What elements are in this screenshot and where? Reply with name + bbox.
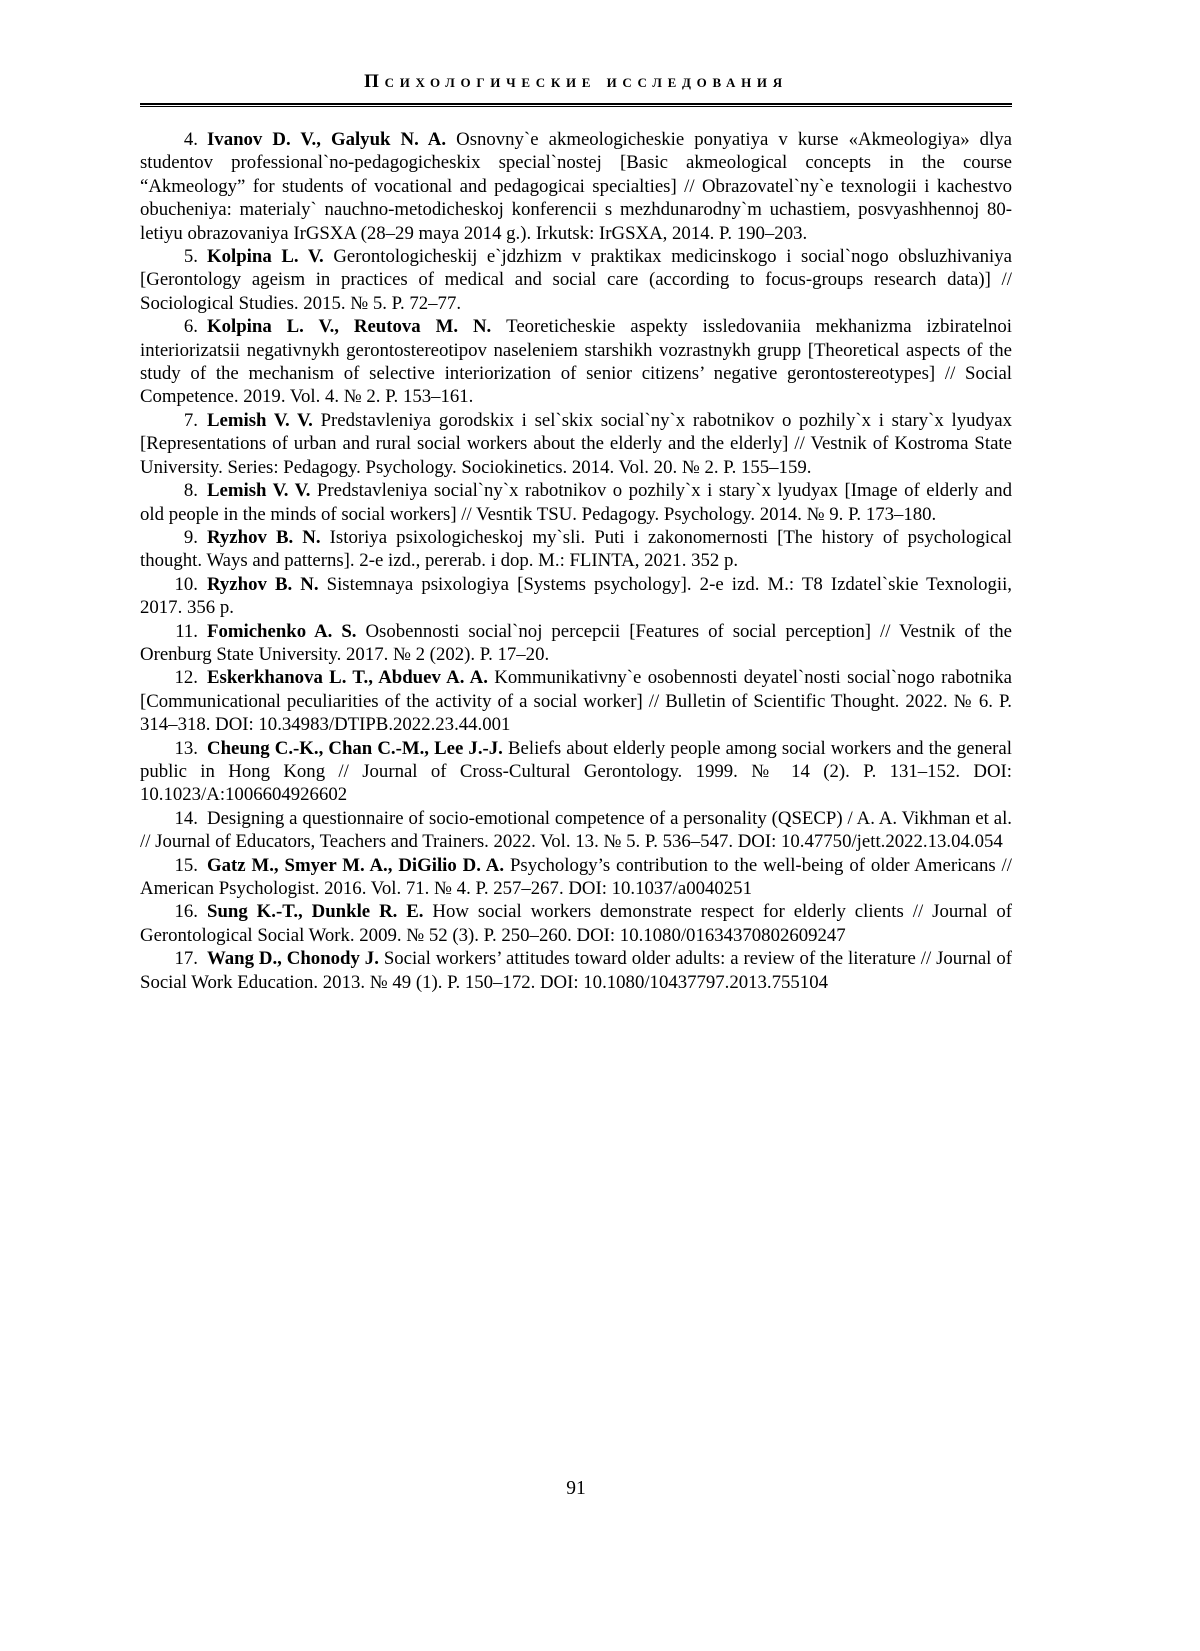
reference-text: Kommunikativny`e osobennosti deyatel`nosti social`nogo rabotnika [Communicational peculiarities of the activity of a social worker] // Bulletin of Scientific Thought. 2022. № 6. P. 314–318. DOI: 10.34983/DTIPB.2022.23.44.001 (140, 667, 1012, 736)
reference-text: How social workers demonstrate respect for elderly clients // Journal of Gerontological Social Work. 2009. № 52 (3). P. 250–260. DOI: 10.1080/01634370802609247 (140, 901, 1012, 946)
reference-authors: Kolpina L. V., Reutova M. N. (207, 316, 507, 338)
reference-item (140, 245, 1012, 315)
reference-number: 6. (183, 316, 198, 338)
reference-item (140, 737, 1012, 807)
reference-text: Psychology’s contribution to the well-being of older Americans // American Psychologist. 2016. Vol. 71. № 4. P. 257–267. DOI: 10.1037/a0040251 (140, 854, 1012, 899)
references-list (140, 107, 1012, 994)
reference-authors: Kolpina L. V. (207, 246, 334, 268)
reference-authors: Ryzhov B. N. (207, 573, 327, 595)
reference-item (140, 573, 1012, 620)
reference-text: Predstavleniya gorodskix i sel`skix social`ny`x rabotnikov o pozhily`x i stary`x lyudyax [Representations of urban and rural social workers about the elderly and the elderly] // Vestnik of Kostroma State University. Series: Pedagogy. Psychology. Sociokinetics. 2014. Vol. 20. № 2. P. 155–159. (140, 409, 1012, 478)
reference-number: 7. (183, 409, 198, 431)
reference-item (140, 807, 1012, 854)
reference-item (140, 526, 1012, 573)
reference-item (140, 620, 1012, 667)
reference-item (140, 900, 1012, 947)
reference-number: 16. (174, 901, 198, 923)
page-number: 91 (566, 1478, 586, 1499)
reference-number: 10. (174, 573, 198, 595)
reference-authors: Ivanov D. V., Galyuk N. A. (207, 129, 457, 150)
page-content (140, 0, 1012, 994)
reference-item (140, 947, 1012, 994)
reference-authors: Lemish V. V. (207, 480, 317, 502)
reference-item (140, 666, 1012, 736)
reference-text: Istoriya psixologicheskoj my`sli. Puti i zakonomernosti [The history of psychological thought. Ways and patterns]. 2-e izd., pererab. i dop. M.: FLINTA, 2021. 352 p. (140, 526, 1012, 572)
reference-number: 9. (183, 526, 198, 548)
reference-text: Predstavleniya social`ny`x rabotnikov o pozhily`x i stary`x lyudyax [Image of elderly and old people in the minds of social workers] // Vesntik TSU. Pedagogy. Psychology. 2014. № 9. P. 173–180. (140, 480, 1012, 525)
reference-text: Osnovny`e akmeologicheskie ponyatiya v kurse «Akmeologiya» dlya studentov professional`no-pedagogicheskix special`nostej [Basic akmeological concepts in the course “Akmeology” for students of vocational and pedagogicai specialties] // Obrazovatel`ny`e texnologii i kachestvo obucheniya: materialy` nauchno-metodicheskoj konferencii s mezhdunarodny`m uchastiem, posvyashhennoj 80-letiyu obrazovaniya IrGSXA (28–29 maya 2014 g.). Irkutsk: IrGSXA, 2014. P. 190–203. (140, 129, 1012, 244)
reference-text: Osobennosti social`noj percepcii [Features of social perception] // Vestnik of the Orenburg State University. 2017. № 2 (202). P. 17–20. (140, 620, 1012, 665)
reference-text: Gerontologicheskij e`jdzhizm v praktikax medicinskogo i social`nogo obsluzhivaniya [Gerontology ageism in practices of medical and social care (according to focus-groups research data)] // Sociological Studies. 2015. № 5. P. 72–77. (140, 246, 1012, 314)
page-header (140, 0, 1012, 107)
reference-number: 14. (174, 807, 198, 829)
reference-number: 4. (183, 129, 198, 150)
reference-text: Designing a questionnaire of socio-emotional competence of a personality (QSECP) / A. A. Vikhman et al. // Journal of Educators, Teachers and Trainers. 2022. Vol. 13. № 5. P. 536–547. DOI: 10.47750/jett.2022.13.04.054 (140, 807, 1012, 853)
reference-number: 13. (174, 737, 198, 759)
reference-number: 11. (175, 620, 198, 642)
reference-item (140, 315, 1012, 409)
reference-number: 5. (183, 246, 198, 268)
reference-text: Teoreticheskie aspekty issledovaniia mekhanizma izbiratelnoi interiorizatsii negativnykh gerontostereotipov naseleniem starshikh vozrastnykh grupp [Theoretical aspects of the study of the mechanism of selective interiorization of senior citizens’ negative gerontostereotypes] // Social Competence. 2019. Vol. 4. № 2. P. 153–161. (140, 316, 1012, 408)
reference-text: Social workers’ attitudes toward older adults: a review of the literature // Journal of Social Work Education. 2013. № 49 (1). P. 150–172. DOI: 10.1080/10437797.2013.755104 (140, 948, 1012, 993)
reference-authors: Eskerkhanova L. T., Abduev A. A. (207, 667, 495, 689)
journal-section-title: Психологические исследования (364, 71, 788, 92)
reference-authors: Gatz M., Smyer M. A., DiGilio D. A. (207, 854, 510, 876)
reference-number: 15. (174, 854, 198, 876)
reference-number: 12. (174, 667, 198, 689)
reference-item (140, 479, 1012, 526)
reference-number: 17. (174, 948, 198, 970)
reference-item (140, 409, 1012, 479)
reference-authors: Wang D., Chonody J. (207, 948, 384, 970)
reference-item (140, 854, 1012, 901)
reference-authors: Cheung C.-K., Chan C.-M., Lee J.-J. (207, 737, 508, 759)
reference-authors: Fomichenko A. S. (207, 620, 366, 642)
reference-authors: Ryzhov B. N. (207, 526, 330, 548)
reference-authors: Sung K.-T., Dunkle R. E. (207, 901, 433, 923)
reference-text: Beliefs about elderly people among social workers and the general public in Hong Kong // Journal of Cross-Cultural Gerontology. 1999. № 14 (2). P. 131–152. DOI: 10.1023/A:1006604926602 (140, 737, 1012, 806)
reference-number: 8. (183, 480, 198, 502)
reference-authors: Lemish V. V. (207, 409, 321, 431)
reference-text: Sistemnaya psixologiya [Systems psychology]. 2-e izd. M.: T8 Izdatel`skie Texnologii, 2017. 356 p. (140, 573, 1012, 619)
reference-item (140, 128, 1012, 245)
